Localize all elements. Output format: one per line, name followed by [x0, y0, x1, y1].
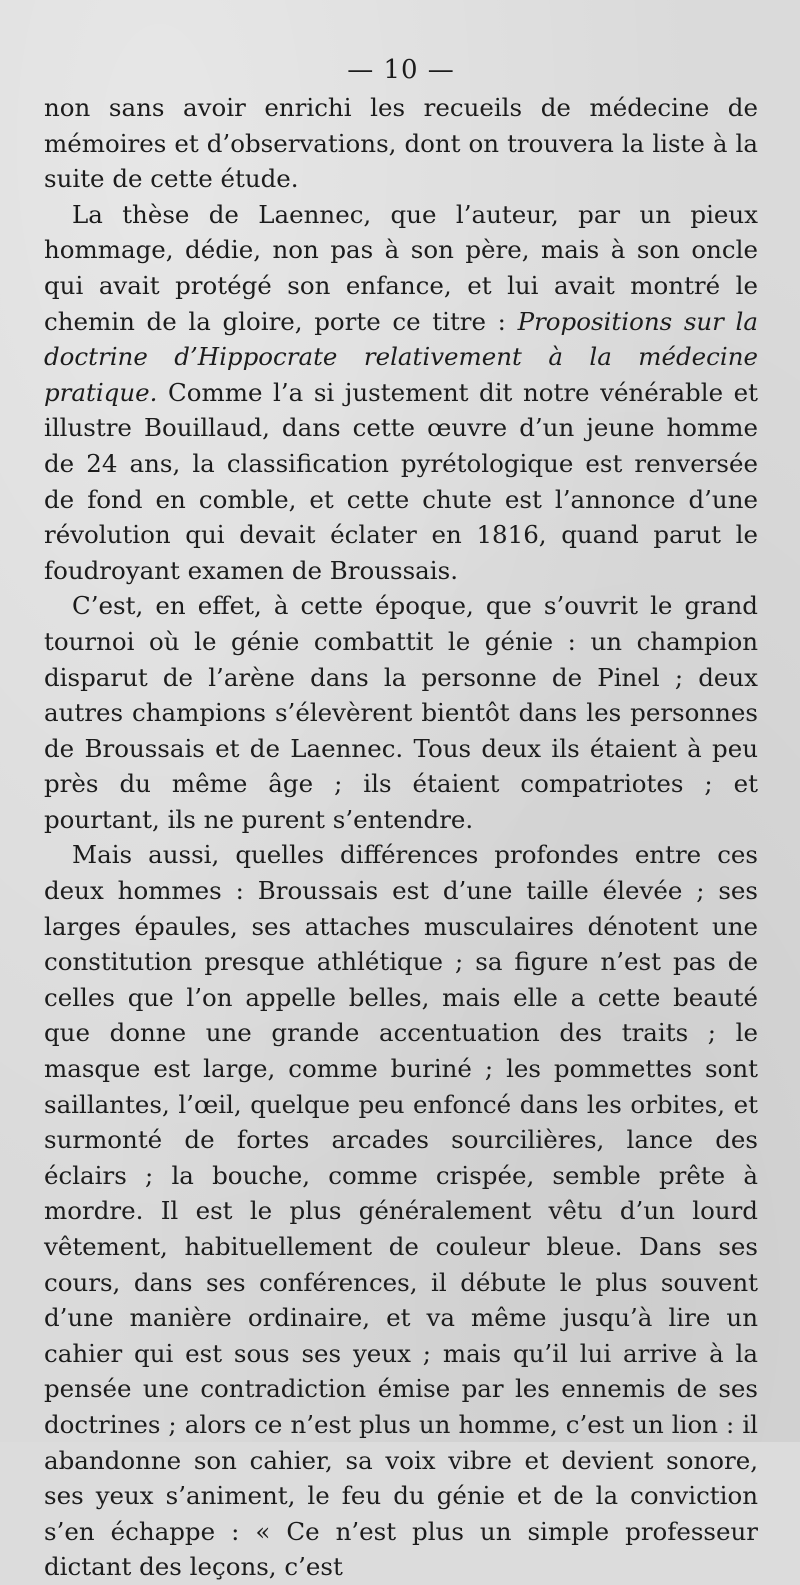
paragraph-tournament: C’est, en effet, à cette époque, que s’ouvrit le grand tournoi où le génie combattit le génie : un champion disparut de l’arène dans la personne de Pinel ; deux autres champions s’élevèrent bientôt dans les personnes de Broussais et de Laennec. Tous deux ils étaient à peu près du même âge ; ils étaient compatriotes ; et pourtant, ils ne purent s’entendre. — [44, 591, 758, 834]
paragraph-broussais-portrait: Mais aussi, quelles différences profondes entre ces deux hommes : Broussais est d’une taille élevée ; ses larges épaules, ses attaches musculaires dénotent une constitution presque athlétique ; sa figure n’est pas de celles que l’on appelle belles, mais elle a cette beauté que donne une grande accentuation des traits ; le masque est large, comme buriné ; les pommettes sont saillantes, l’œil, quelque peu enfoncé dans les orbites, et surmonté de fortes arcades sourcilières, lance des éclairs ; la bouche, comme crispée, semble prête à mordre. Il est le plus généralement vêtu d’un lourd vêtement, habituellement de couleur bleue. Dans ses cours, dans ses conférences, il débute le plus souvent d’une manière ordinaire, et va même jusqu’à lire un cahier qui est sous ses yeux ; mais qu’il lui arrive à la pensée une contradiction émise par les ennemis de ses doctrines ; alors ce n’est plus un homme, c’est un lion : il abandonne son cahier, sa voix vibre et devient sonore, ses yeux s’animent, le feu du génie et de la conviction s’en échappe : « Ce n’est plus un simple professeur dictant des leçons, c’est — [44, 840, 758, 1582]
thesis-title: Propositions sur la doctrine d’Hippocrate relativement à la médecine pratique. — [44, 306, 758, 407]
paragraph-continuation: non sans avoir enrichi les recueils de médecine de mémoires et d’observations, dont on trouvera la liste à la suite de cette étude. — [44, 93, 758, 194]
paragraph-laennec-thesis — [44, 197, 758, 589]
page-number: — 10 — — [347, 55, 455, 85]
paragraph-laennec-thesis-start: La thèse de Laennec, que l’auteur, par un pieux hommage, dédie, non pas à son père, mais à son oncle qui avait protégé son enfance, et lui avait montré le chemin de la gloire, porte ce titre : — [44, 199, 758, 336]
paragraph-laennec-thesis-end: Comme l’a si justement dit notre vénérable et illustre Bouillaud, dans cette œuvre d’un jeune homme de 24 ans, la classification pyrétologique est renversée de fond en comble, et cette chute est l’annonce d’une révolution qui devait éclater en 1816, quand parut le foudroyant examen de Broussais. — [44, 377, 758, 585]
body-text — [44, 90, 758, 1585]
